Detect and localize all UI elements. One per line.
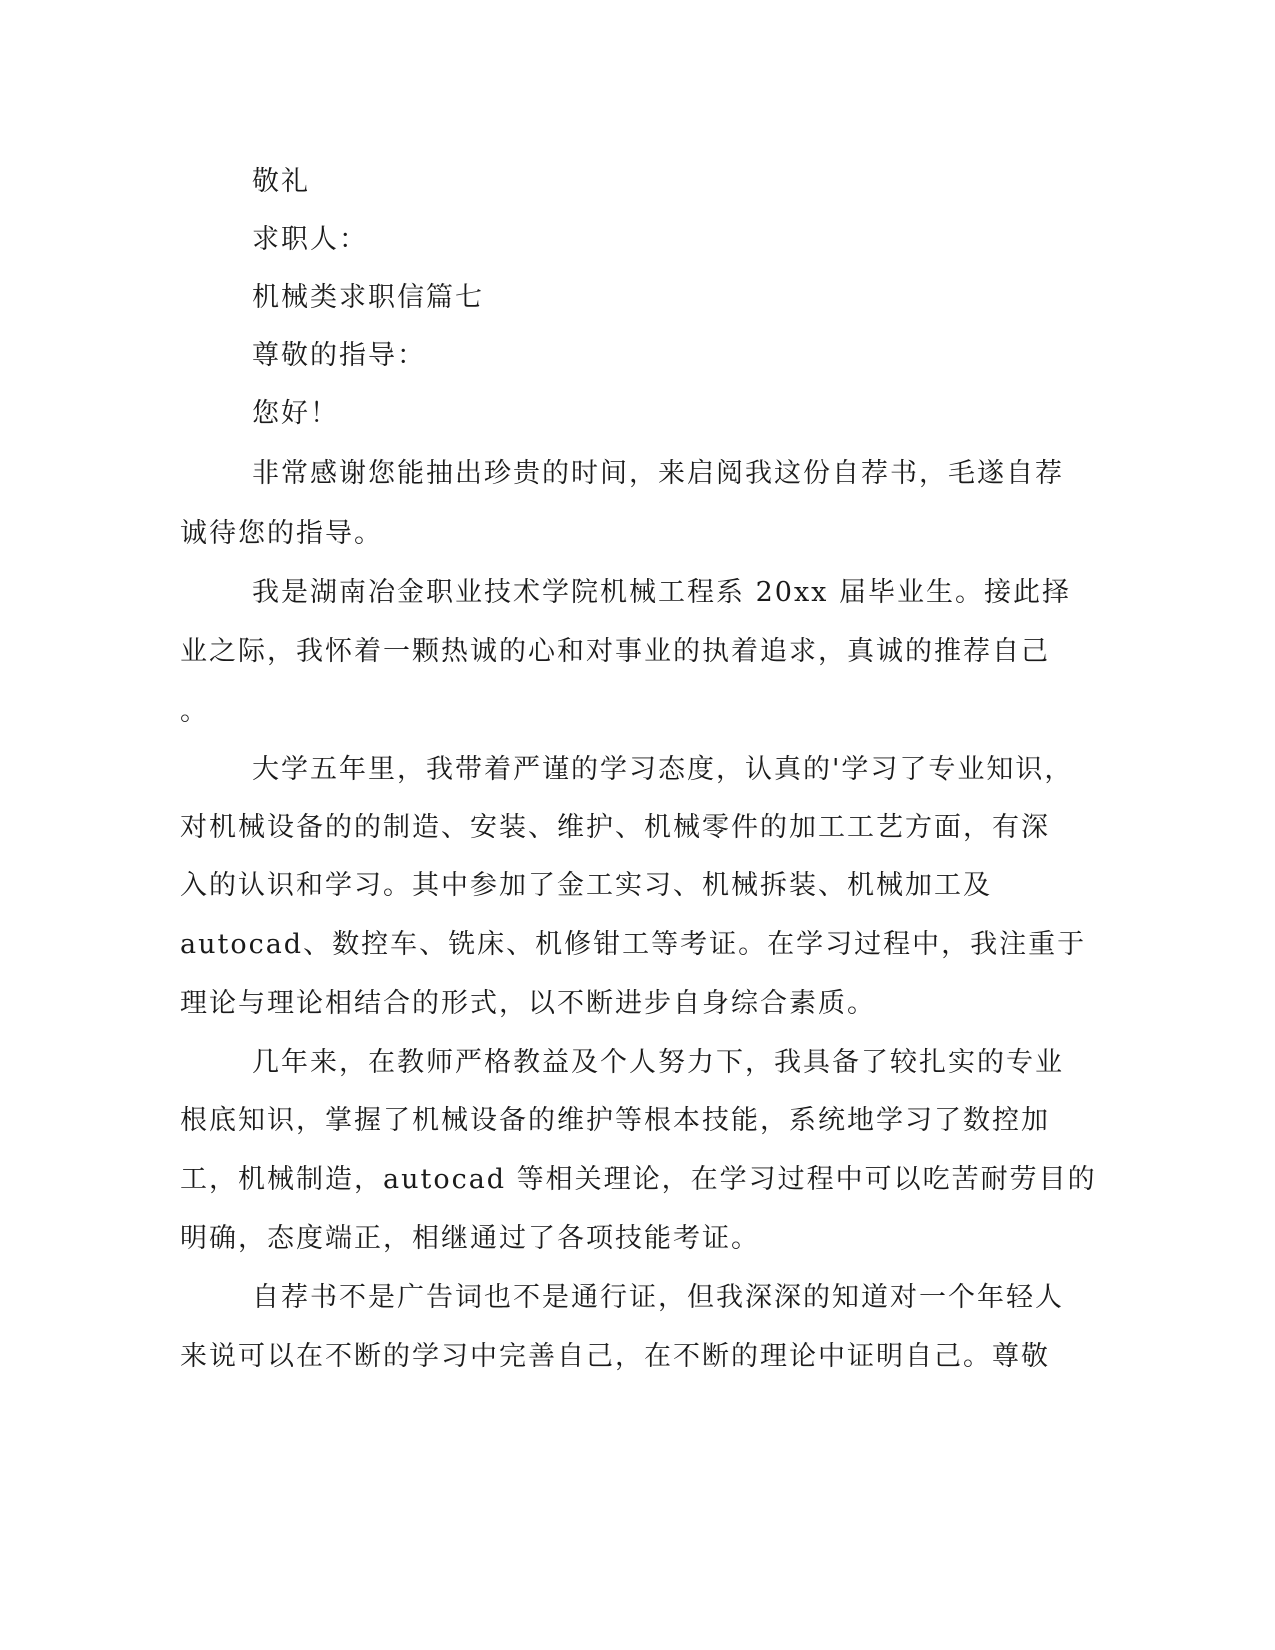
paragraph-line: 非常感谢您能抽出珍贵的时间，来启阅我这份自荐书，毛遂自荐 (252, 458, 1064, 489)
paragraph-line: 几年来，在教师严格教益及个人努力下，我具备了较扎实的专业 (252, 1047, 1064, 1078)
closing-text: 敬礼 (252, 166, 310, 197)
paragraph-line: 工，机械制造，autocad 等相关理论，在学习过程中可以吃苦耐劳目的 (180, 1164, 1097, 1195)
paragraph-line: 自荐书不是广告词也不是通行证，但我深深的知道对一个年轻人 (252, 1282, 1064, 1313)
paragraph-line: 我是湖南冶金职业技术学院机械工程系 20xx 届毕业生。接此择 (252, 577, 1071, 608)
greeting: 您好！ (252, 398, 339, 429)
paragraph-line: 明确，态度端正，相继通过了各项技能考证。 (180, 1223, 760, 1254)
paragraph-line: 诚待您的指导。 (180, 518, 383, 549)
paragraph-line: autocad、数控车、铣床、机修钳工等考证。在学习过程中，我注重于 (180, 929, 1087, 960)
salutation: 尊敬的指导： (252, 340, 426, 371)
paragraph-line: 对机械设备的的制造、安装、维护、机械零件的加工工艺方面，有深 (180, 812, 1050, 843)
paragraph-line: 入的认识和学习。其中参加了金工实习、机械拆装、机械加工及 (180, 870, 992, 901)
signature-label: 求职人： (252, 224, 368, 255)
paragraph-line: 业之际，我怀着一颗热诚的心和对事业的执着追求，真诚的推荐自己 (180, 636, 1050, 667)
paragraph-line: 理论与理论相结合的形式，以不断进步自身综合素质。 (180, 988, 876, 1019)
paragraph-line: 根底知识，掌握了机械设备的维护等根本技能，系统地学习了数控加 (180, 1105, 1050, 1136)
section-title: 机械类求职信篇七 (252, 282, 484, 313)
paragraph-line: 。 (180, 696, 209, 727)
paragraph-line: 大学五年里，我带着严谨的学习态度，认真的'学习了专业知识， (252, 754, 1074, 785)
paragraph-line: 来说可以在不断的学习中完善自己，在不断的理论中证明自己。尊敬 (180, 1341, 1050, 1372)
